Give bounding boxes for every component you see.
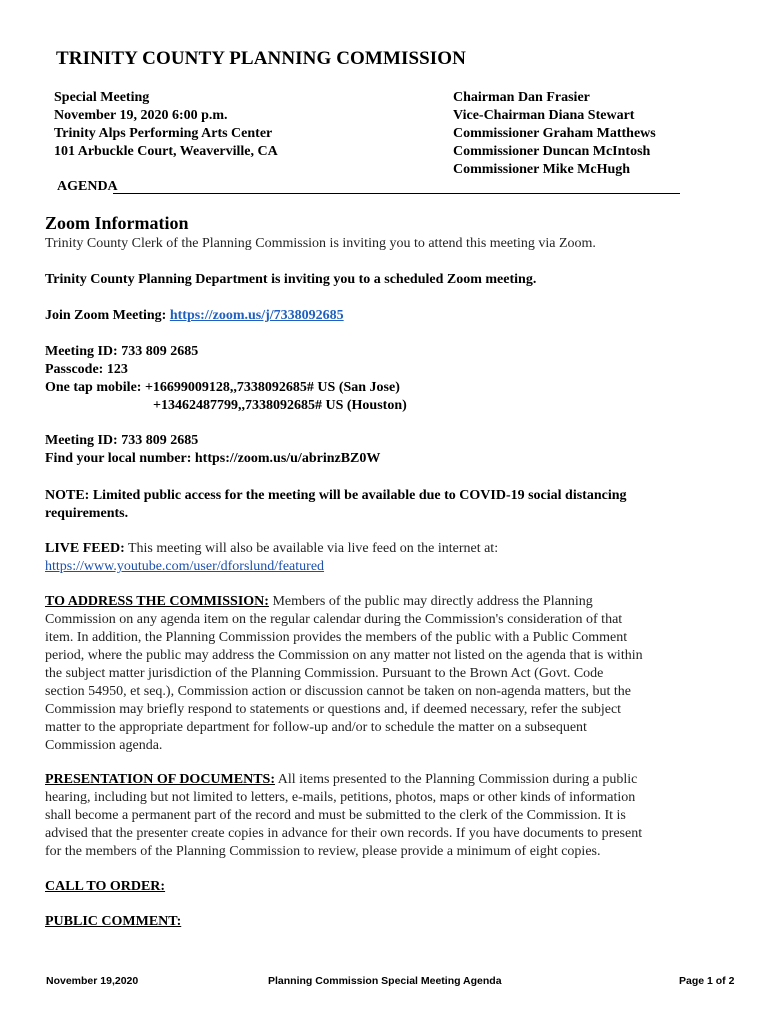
zoom-invite-text: Trinity County Clerk of the Planning Commission is inviting you to attend this meeting via Zoom.: [45, 236, 596, 251]
commissioner-item: Chairman Dan Frasier: [453, 90, 590, 105]
live-feed-label: LIVE FEED:: [45, 541, 125, 556]
commissioner-item: Commissioner Graham Matthews: [453, 126, 656, 141]
address-line: item. In addition, the Planning Commission provides the members of the public with a Public Comment: [45, 630, 628, 645]
call-to-order-heading: CALL TO ORDER:: [45, 879, 166, 894]
presentation-documents-section: [45, 771, 725, 861]
address-commission-section: [45, 593, 725, 755]
covid-note-line: NOTE: Limited public access for the meeting will be available due to COVID-19 social distancing: [45, 488, 627, 503]
meeting-datetime: November 19, 2020 6:00 p.m.: [54, 108, 228, 123]
address-line: [45, 593, 725, 611]
documents-line: for the members of the Planning Commission to review, please provide a minimum of eight copies.: [45, 844, 601, 859]
footer-page-number: Page 1 of 2: [679, 975, 735, 987]
meeting-type: Special Meeting: [54, 90, 150, 105]
address-line: section 54950, et seq.), Commission action or discussion cannot be taken on non-agenda matters, but the: [45, 684, 631, 699]
meeting-id-repeat: Meeting ID: 733 809 2685: [45, 433, 199, 448]
address-line: Commission may briefly respond to statements or questions and, if deemed necessary, refer the subject: [45, 702, 622, 717]
address-line: the subject matter jurisdiction of the Planning Commission. Pursuant to the Brown Act (Govt. Code: [45, 666, 604, 681]
commissioner-list: [453, 89, 656, 179]
meeting-address: 101 Arbuckle Court, Weaverville, CA: [54, 144, 278, 159]
documents-line: advised that the presenter create copies in advance for their own records. If you have documents to present: [45, 826, 643, 841]
commissioner-item: Commissioner Mike McHugh: [453, 162, 631, 177]
address-commission-label: TO ADDRESS THE COMMISSION:: [45, 594, 269, 609]
documents-line: shall become a permanent part of the record and must be submitted to the clerk of the Commission. It is: [45, 808, 626, 823]
covid-note-line: requirements.: [45, 506, 129, 521]
commissioner-item: Commissioner Duncan McIntosh: [453, 144, 651, 159]
find-local-number: Find your local number: https://zoom.us/u/abrinzBZ0W: [45, 451, 381, 466]
footer-date: November 19,2020: [46, 975, 139, 987]
documents-line: hearing, including but not limited to letters, e-mails, petitions, photos, maps or other kinds of information: [45, 790, 636, 805]
one-tap-mobile: One tap mobile: +16699009128,,7338092685# US (San Jose): [45, 380, 400, 395]
public-comment-heading: PUBLIC COMMENT:: [45, 914, 182, 929]
footer-title: Planning Commission Special Meeting Agenda: [268, 975, 502, 987]
commissioner-item: Vice-Chairman Diana Stewart: [453, 108, 635, 123]
documents-text: All items presented to the Planning Commission during a public: [274, 772, 638, 787]
live-feed-section: [45, 540, 725, 576]
page-title: TRINITY COUNTY PLANNING COMMISSION: [56, 48, 466, 69]
live-feed-link[interactable]: https://www.youtube.com/user/dforslund/featured: [45, 559, 325, 574]
meeting-venue: Trinity Alps Performing Arts Center: [54, 126, 273, 141]
meeting-id: Meeting ID: 733 809 2685: [45, 344, 199, 359]
live-feed-text: This meeting will also be available via live feed on the internet at:: [124, 541, 499, 556]
address-line: period, where the public may address the Commission on any matter not listed on the agenda that is within: [45, 648, 643, 663]
join-zoom-line: [45, 307, 725, 325]
live-feed-line: [45, 540, 725, 558]
one-tap-mobile-secondary: +13462487799,,7338092685# US (Houston): [153, 398, 407, 413]
address-line: matter to the appropriate department for follow-up and/or to schedule the matter on a subsequent: [45, 720, 587, 735]
documents-line: [45, 771, 725, 789]
zoom-scheduled-text: Trinity County Planning Department is inviting you to a scheduled Zoom meeting.: [45, 272, 537, 287]
covid-note: [45, 487, 725, 523]
zoom-heading: Zoom Information: [45, 213, 189, 233]
join-zoom-label: Join Zoom Meeting:: [45, 308, 167, 323]
meeting-details: [54, 89, 278, 161]
zoom-dial-info: [45, 343, 725, 415]
zoom-local-info: [45, 432, 725, 468]
agenda-divider: [113, 193, 680, 194]
address-line: Commission agenda.: [45, 738, 163, 753]
address-text: Members of the public may directly address the Planning: [268, 594, 593, 609]
passcode: Passcode: 123: [45, 362, 128, 377]
join-zoom-link[interactable]: https://zoom.us/j/7338092685: [169, 308, 344, 323]
agenda-label: AGENDA: [57, 179, 118, 194]
presentation-documents-label: PRESENTATION OF DOCUMENTS:: [45, 772, 275, 787]
address-line: Commission on any agenda item on the regular calendar during the Commission's consideration of that: [45, 612, 623, 627]
